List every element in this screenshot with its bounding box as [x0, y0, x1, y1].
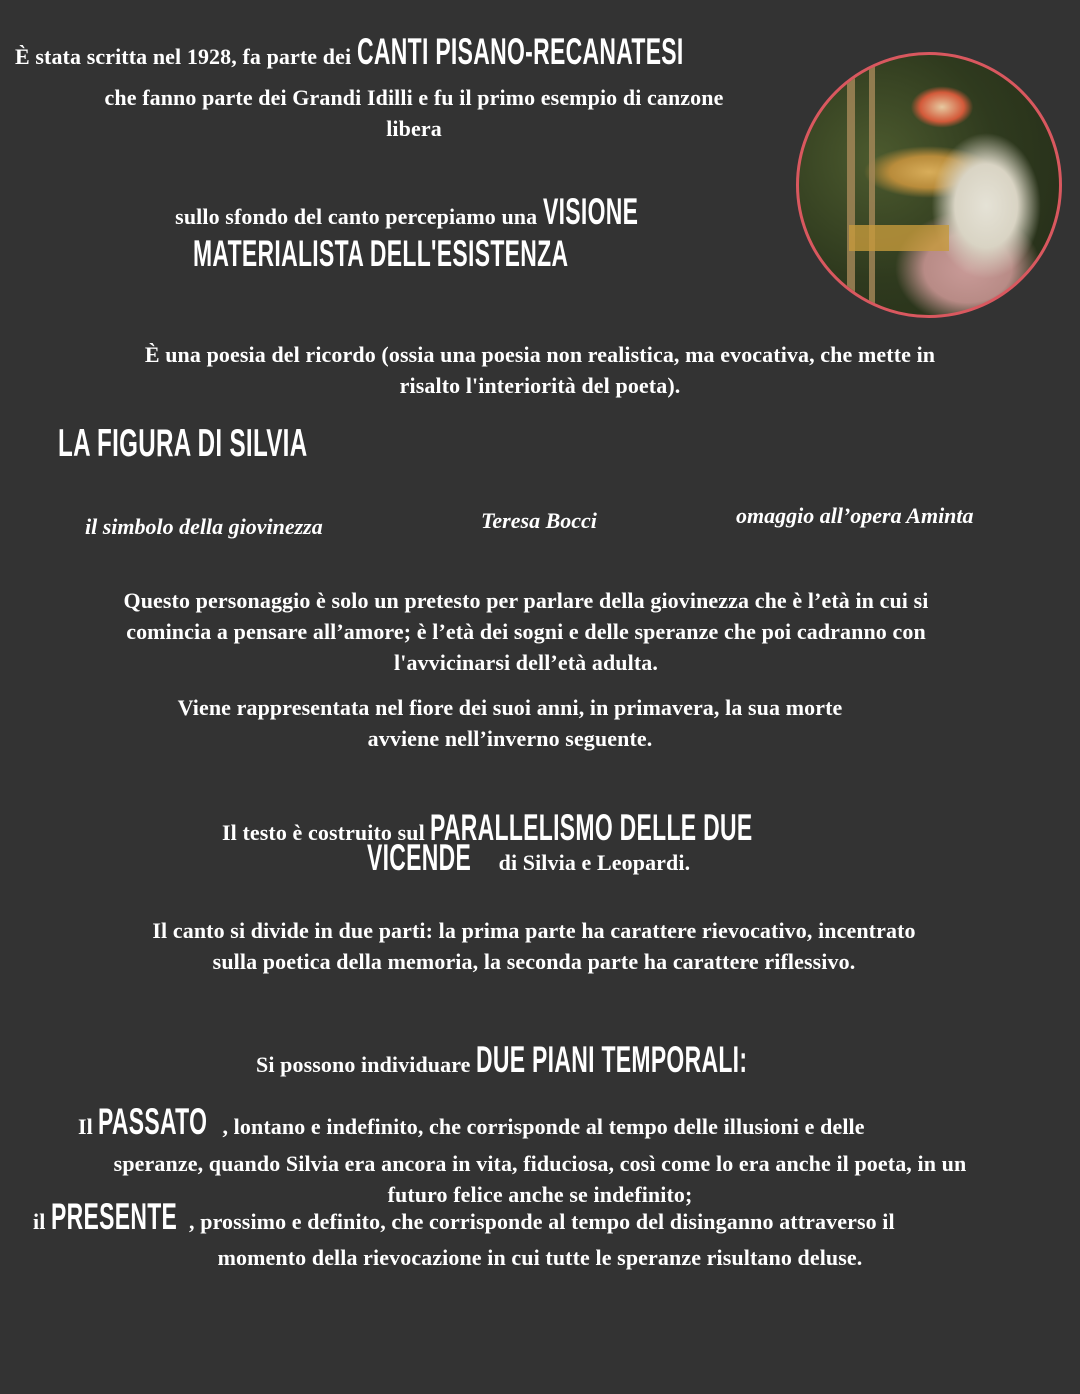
- present-line-1: [33, 1196, 895, 1237]
- visione-highlight: VISIONE: [542, 191, 639, 232]
- past-prefix: Il: [78, 1114, 93, 1139]
- silvia-para-1-line-1: Questo personaggio è solo un pretesto per parlare della giovinezza che è l’età in cui si: [123, 588, 929, 613]
- past-text: , lontano e indefinito, che corrisponde al tempo delle illusioni e delle: [222, 1114, 865, 1139]
- due-piani-temporali-highlight: DUE PIANI TEMPORALI:: [476, 1039, 748, 1080]
- present-prefix: il: [33, 1209, 46, 1234]
- vision-line-2: [193, 233, 635, 274]
- past-line-3: futuro felice anche se indefinito;: [387, 1182, 693, 1207]
- silvia-portrait-image: [796, 52, 1062, 318]
- ricordo-line-2: risalto l'interiorità del poeta).: [399, 373, 681, 398]
- ricordo-line-1: È una poesia del ricordo (ossia una poesia non realistica, ma evocativa, che mette in: [144, 342, 936, 367]
- parallel-line-2: [367, 837, 691, 878]
- vision-text: sullo sfondo del canto percepiamo una: [175, 204, 538, 229]
- loom-table: [849, 225, 949, 251]
- parallelismo-highlight: PARALLELISMO DELLE DUE: [430, 807, 753, 848]
- intro-line-1: [15, 31, 741, 72]
- silvia-heading: LA FIGURA DI SILVIA: [58, 422, 308, 465]
- vicende-highlight: VICENDE: [367, 837, 472, 878]
- silvia-para-1-line-2: comincia a pensare all’amore; è l’età dei sogni e delle speranze che poi cadranno con: [126, 619, 926, 644]
- passato-highlight: PASSATO: [98, 1101, 208, 1142]
- tag-teresa-bocci: Teresa Bocci: [481, 508, 597, 533]
- parallel-suffix: di Silvia e Leopardi.: [498, 850, 691, 875]
- present-text: , prossimo e definito, che corrisponde al tempo del disinganno attraverso il: [189, 1209, 895, 1234]
- loom-post: [869, 65, 875, 305]
- tag-aminta: omaggio all’opera Aminta: [736, 503, 974, 528]
- silvia-para-1-line-3: l'avvicinarsi dell’età adulta.: [394, 650, 658, 675]
- past-line-2: speranze, quando Silvia era ancora in vita, fiduciosa, così come lo era anche il poeta, in un: [113, 1151, 967, 1176]
- vision-line-1: [0, 191, 828, 232]
- loom-post: [847, 75, 855, 295]
- structure-line-2: sulla poetica della memoria, la seconda parte ha carattere riflessivo.: [212, 949, 856, 974]
- canti-pisano-recanatesi-highlight: CANTI PISANO-RECANATESI: [356, 31, 684, 72]
- past-line-1: [78, 1101, 865, 1142]
- intro-line-3: libera: [386, 116, 442, 141]
- silvia-para-2-line-2: avviene nell’inverno seguente.: [367, 726, 653, 751]
- intro-text: È stata scritta nel 1928, fa parte dei: [15, 44, 352, 69]
- silvia-para-2-line-1: Viene rappresentata nel fiore dei suoi anni, in primavera, la sua morte: [177, 695, 843, 720]
- temporal-heading-line: [256, 1039, 792, 1080]
- structure-line-1: Il canto si divide in due parti: la prima parte ha carattere rievocativo, incentrato: [152, 918, 916, 943]
- materialista-highlight: MATERIALISTA DELL'ESISTENZA: [193, 233, 569, 274]
- silvia-heading-wrap: [58, 422, 358, 465]
- intro-line-2: che fanno parte dei Grandi Idilli e fu il primo esempio di canzone: [104, 85, 724, 110]
- temporal-text: Si possono individuare: [256, 1052, 471, 1077]
- presente-highlight: PRESENTE: [51, 1196, 178, 1237]
- parallel-text: Il testo è costruito sul: [222, 820, 425, 845]
- tag-giovinezza: il simbolo della giovinezza: [85, 514, 323, 539]
- present-line-2: momento della rievocazione in cui tutte le speranze risultano deluse.: [217, 1245, 863, 1270]
